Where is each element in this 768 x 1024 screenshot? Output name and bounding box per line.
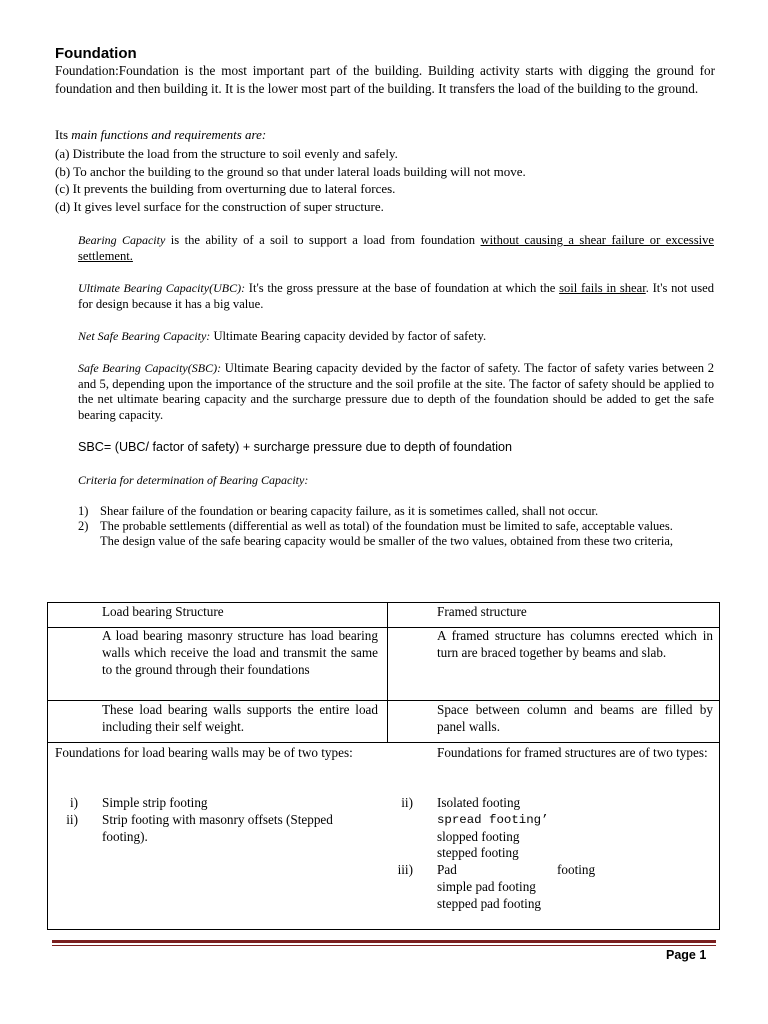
ubc-label: Ultimate Bearing Capacity(UBC): xyxy=(78,281,246,295)
framed-foundation-item: spread footing’ xyxy=(437,812,549,827)
table-header-framed: Framed structure xyxy=(437,604,527,619)
requirements-heading-plain: Its xyxy=(55,127,72,142)
criteria-number: 2) xyxy=(78,519,89,533)
sbc-label: Safe Bearing Capacity(SBC): xyxy=(78,361,222,375)
criteria-number: 1) xyxy=(78,504,89,518)
page-number: Page 1 xyxy=(666,948,707,962)
footer-rule-thin xyxy=(52,945,716,946)
table-column-divider xyxy=(387,603,388,742)
foundation-type-item: ii) Strip footing with masonry offsets (Stepped xyxy=(66,811,333,827)
ubc-text-2: . It's not used for design because it has a big value. xyxy=(78,281,714,311)
requirements-heading-italic: main functions and requirements are: xyxy=(71,127,267,142)
foundation-type-item: i) Simple strip footing xyxy=(69,795,208,810)
nsbc-paragraph xyxy=(78,329,714,345)
comparison-table xyxy=(47,602,720,930)
bearing-capacity-text: is the ability of a soil to support a load from foundation xyxy=(165,233,481,247)
requirement-item: (b) To anchor the building to the ground so that under lateral loads building will not move. xyxy=(55,163,526,179)
criteria-heading: Criteria for determination of Bearing Capacity: xyxy=(78,473,309,487)
criteria-note: The design value of the safe bearing capacity would be smaller of the two values, obtained from these two criteria, xyxy=(100,534,674,548)
bearing-capacity-underlined: without causing a shear failure or excessive settlement. xyxy=(78,233,714,263)
sbc-text: Ultimate Bearing capacity devided by the factor of safety. The factor of safety varies between 2 and 5, depending upon the importance of the structure and the soil profile at the site. The factor of safety should be applied to the net ultimate bearing capacity and the surcharge pressure due to depth of the foundation should be added to get the safe bearing capacity. xyxy=(78,361,714,422)
framed-foundation-item: slopped footing xyxy=(437,828,520,844)
foundation-type-item: footing). xyxy=(102,828,148,844)
requirement-item: (a) Distribute the load from the structure to soil evenly and safely. xyxy=(55,146,398,161)
framed-foundation-types xyxy=(383,795,719,913)
ubc-text-1: It's the gross pressure at the base of foundation at which the xyxy=(245,281,560,295)
criteria-item xyxy=(78,504,714,519)
page-title: Foundation xyxy=(55,45,137,62)
table-cell-framed-foundations-intro: Foundations for framed structures are of two types: xyxy=(437,745,708,760)
criteria-item xyxy=(78,519,714,534)
bearing-capacity-label: Bearing Capacity xyxy=(78,233,166,247)
table-cell-load-bearing-description: A load bearing masonry structure has load bearing walls which receive the load and transmit the same to the ground through their foundations xyxy=(102,628,378,677)
table-cell-load-bearing-walls: These load bearing walls supports the entire load including their self weight. xyxy=(102,702,378,734)
requirements-list xyxy=(55,145,695,215)
load-bearing-foundation-types xyxy=(48,795,383,845)
criteria-text: Shear failure of the foundation or bearing capacity failure, as it is sometimes called, shall not occur. xyxy=(100,504,599,518)
sbc-paragraph xyxy=(78,361,714,423)
framed-foundation-item: iii) Pad footing xyxy=(397,862,596,878)
nsbc-label: Net Safe Bearing Capacity: xyxy=(78,329,211,343)
framed-foundation-item: stepped pad footing xyxy=(437,895,542,911)
nsbc-text: Ultimate Bearing capacity devided by factor of safety. xyxy=(210,329,487,343)
intro-paragraph: Foundation:Foundation is the most important part of the building. Building activity starts with digging the ground for foundation and then building it. It is the lower most part of the building. It transfers the load of the building to the ground. xyxy=(55,63,715,96)
table-row-divider xyxy=(48,700,719,701)
framed-foundation-item: ii) Isolated footing xyxy=(401,795,521,810)
table-header-load-bearing: Load bearing Structure xyxy=(102,604,224,619)
sbc-formula: SBC= (UBC/ factor of safety) + surcharge pressure due to depth of foundation xyxy=(78,440,513,454)
table-cell-load-bearing-foundations-intro: Foundations for load bearing walls may be of two types: xyxy=(55,745,353,760)
table-row-divider xyxy=(48,742,719,743)
bearing-capacity-paragraph xyxy=(78,233,714,264)
framed-foundation-item: simple pad footing xyxy=(437,878,536,894)
criteria-list xyxy=(78,504,714,549)
ubc-paragraph xyxy=(78,281,714,312)
framed-foundation-item: stepped footing xyxy=(437,845,519,861)
requirement-item: (c) It prevents the building from overturning due to lateral forces. xyxy=(55,181,396,196)
requirements-heading xyxy=(55,127,266,143)
ubc-underlined: soil fails in shear xyxy=(559,281,646,295)
footer-rule xyxy=(52,940,716,943)
requirement-item: (d) It gives level surface for the construction of super structure. xyxy=(55,198,384,214)
criteria-text: The probable settlements (differential as well as total) of the foundation must be limited to safe, acceptable values. xyxy=(100,519,673,533)
table-cell-framed-description: A framed structure has columns erected which in turn are braced together by beams and slab. xyxy=(437,628,713,660)
table-cell-panel-walls: Space between column and beams are filled by panel walls. xyxy=(437,702,713,734)
